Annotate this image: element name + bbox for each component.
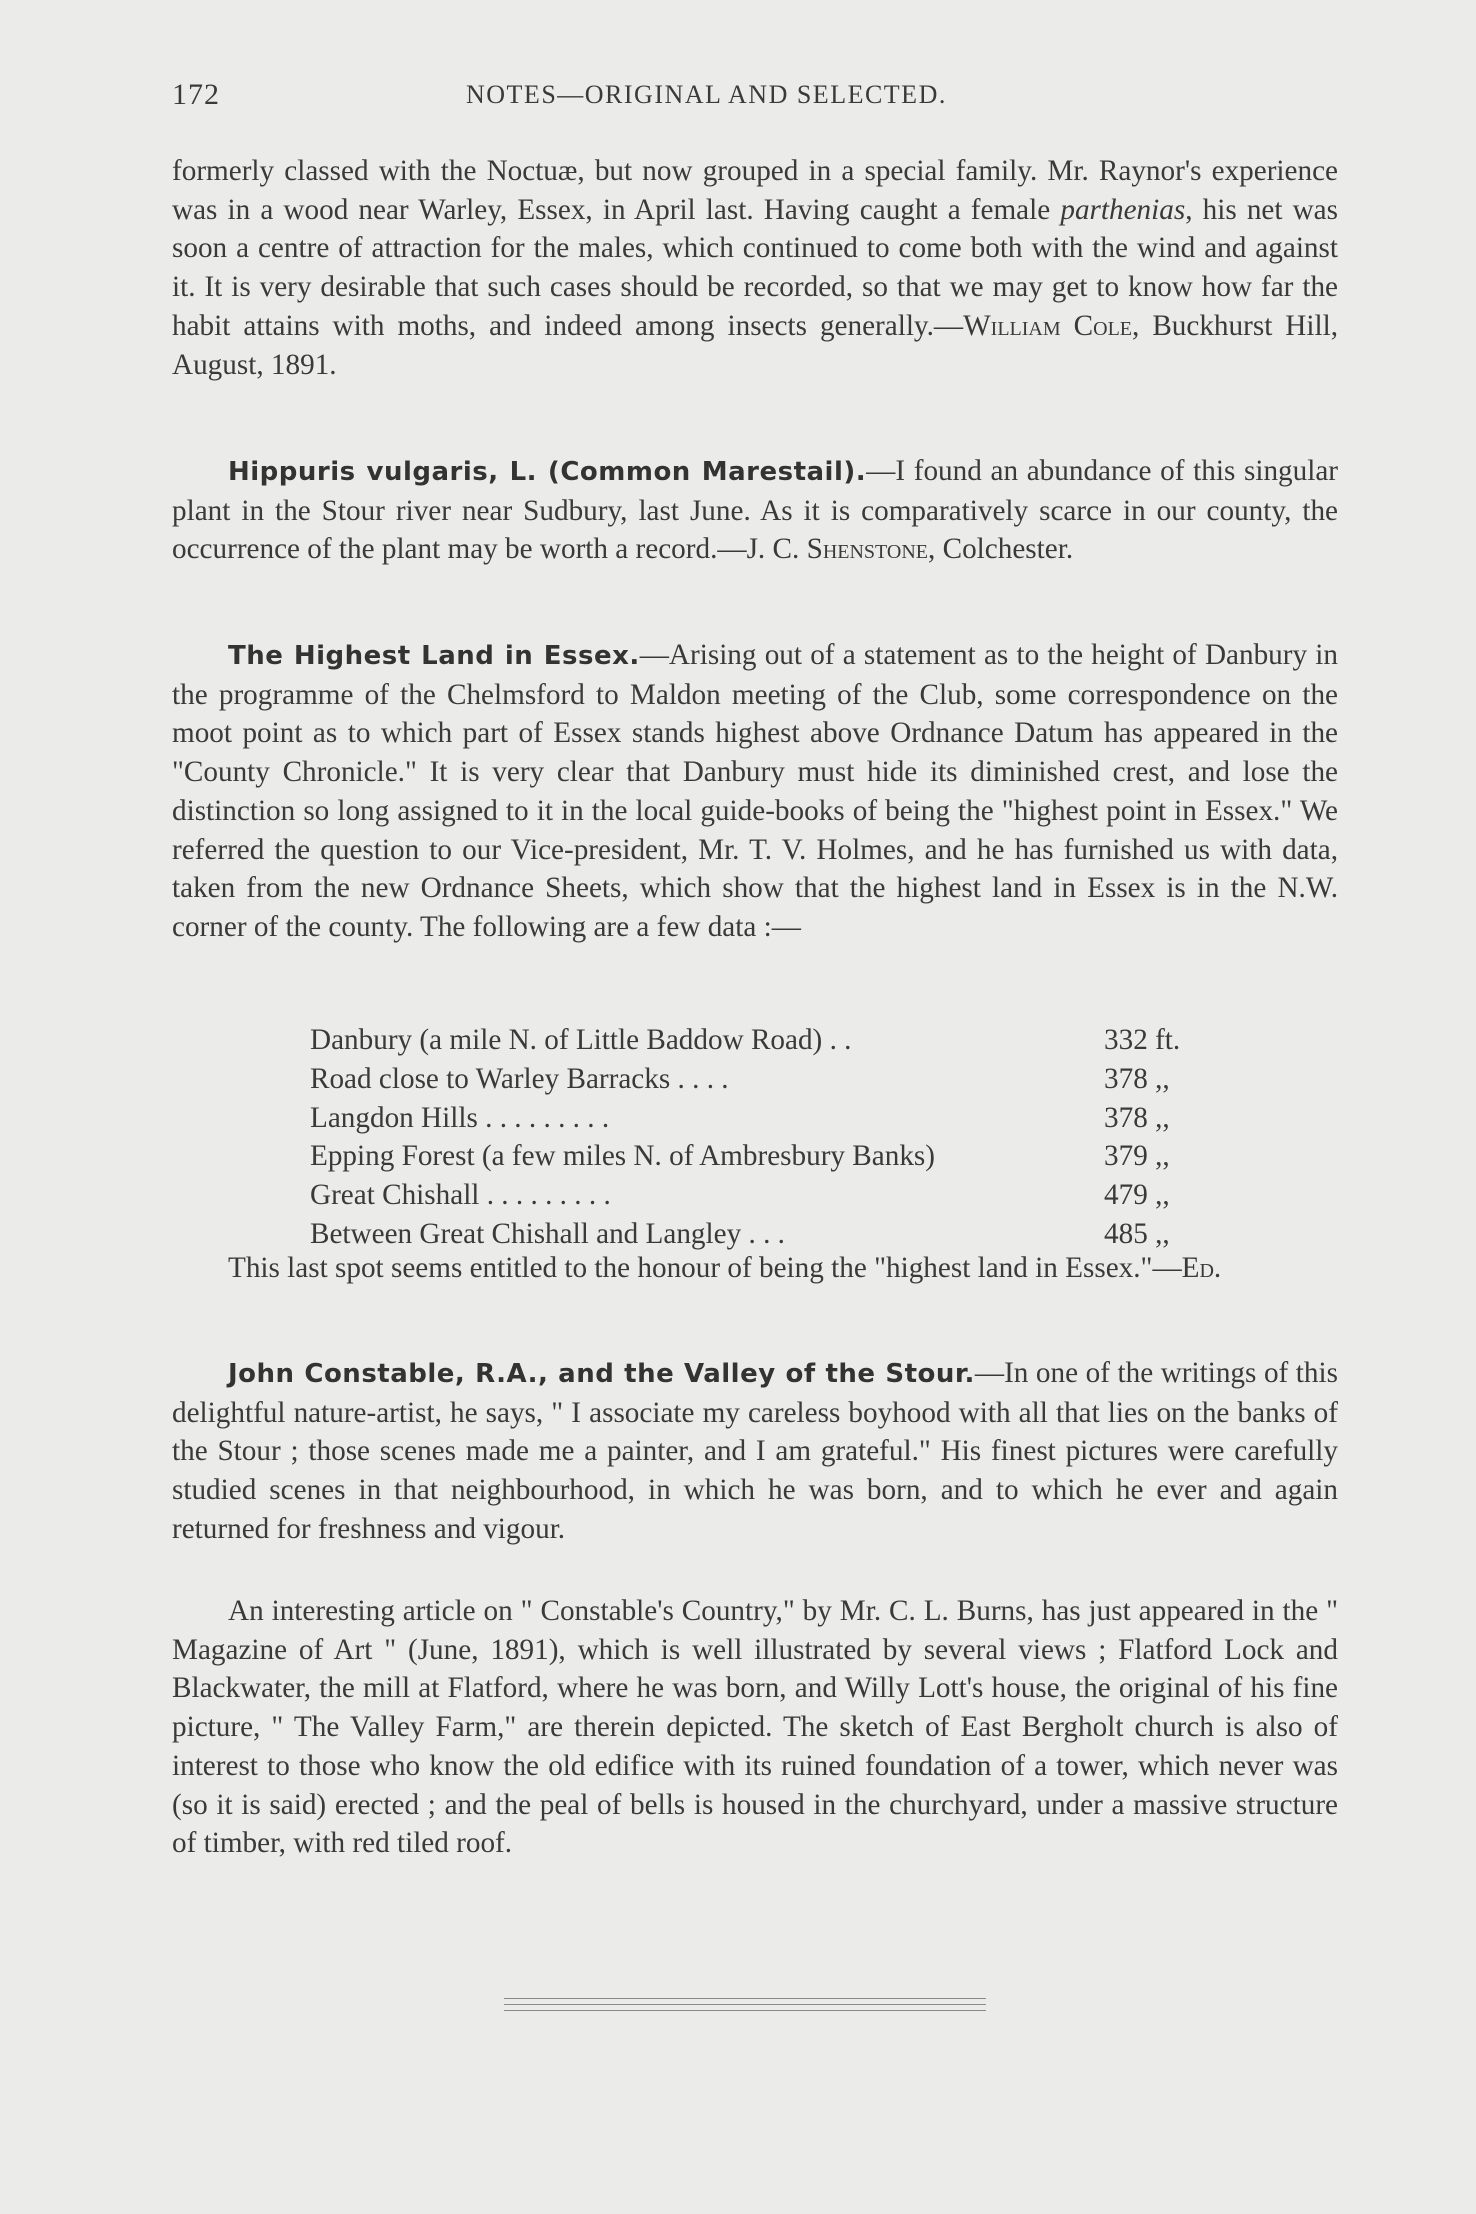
paragraph-constable-article (172, 1592, 1338, 1863)
place-cell: Road close to Warley Barracks . . . . (310, 1062, 729, 1095)
para-text: —In one of the writings of this delightful nature-artist, he says, " I associate my careless boyhood with all that lies on the banks of the Stour ; those scenes made me a painter, and I am grateful." His finest pictures were carefully studied scenes in that neighbourhood, in which he was born, and to which he ever and again returned for freshness and vigour. (172, 1357, 1338, 1545)
para-text: , Buckhurst Hill, August, 1891. (172, 309, 1339, 381)
para-text: formerly classed with the Noctuæ, but now grouped in a special family. Mr. Raynor's experience was in a wood near Warley, Essex, in April last. Having caught a female (172, 155, 1338, 226)
species-name: parthenias (1060, 193, 1186, 226)
para-text: An interesting article on " Constable's Country," by Mr. C. L. Burns, has just appeared in the " Magazine of Art " (June, 1891), which is well illustrated by several views ; Flatford Lock and Blackwater, the mill at Flatford, where he was born, and Willy Lott's house, the original of his fine picture, " The Valley Farm," are therein depicted. The sketch of East Bergholt church is also of interest to those who know the old edifice with its ruined foundation of a tower, which never was (so it is said) erected ; and the peal of bells is housed in the churchyard, under a massive structure of timber, with red tiled roof. (172, 1595, 1338, 1860)
table-row (310, 1215, 1180, 1254)
section-heading: Hippuris vulgaris, L. (Common Marestail). (228, 457, 867, 487)
paragraph-highest-land (172, 636, 1338, 947)
editor-signature: Ed. (1181, 1252, 1222, 1284)
section-heading: The Highest Land in Essex. (228, 641, 640, 671)
paragraph-moths-note (172, 152, 1338, 384)
para-text: This last spot seems entitled to the honour of being the "highest land in Essex."— (228, 1252, 1182, 1284)
table-row (310, 1060, 1180, 1099)
place-cell: Great Chishall . . . . . . . . . (310, 1179, 611, 1212)
author-signature: Shenstone (806, 533, 929, 566)
author-signature: William Cole (963, 309, 1133, 342)
height-cell: 379 ,, (1104, 1140, 1170, 1173)
para-text: —Arising out of a statement as to the height of Danbury in the programme of the Chelmsford to Maldon meeting of the Club, some correspondence on the moot point as to which part of Essex stands highest above Ordnance Datum has appeared in the "County Chronicle." It is very clear that Danbury must hide its diminished crest, and lose the distinction so long assigned to it in the local guide-books of being the "highest point in Essex." We referred the question to our Vice-president, Mr. T. V. Holmes, and he has furnished us with data, taken from the new Ordnance Sheets, which show that the highest land in Essex is in the N.W. corner of the county. The following are a few data :— (172, 639, 1338, 943)
place-cell: Between Great Chishall and Langley . . . (310, 1217, 785, 1250)
page-header (172, 78, 1322, 118)
place-cell: Langdon Hills . . . . . . . . . (310, 1101, 610, 1134)
section-heading: John Constable, R.A., and the Valley of the Stour. (228, 1359, 975, 1389)
place-cell: Danbury (a mile N. of Little Baddow Road) . . (310, 1024, 852, 1056)
height-cell: 485 ,, (1104, 1217, 1170, 1250)
running-title: NOTES—ORIGINAL AND SELECTED. (466, 80, 947, 109)
height-cell: 378 ,, (1104, 1101, 1170, 1134)
paragraph-editor-note (172, 1249, 1338, 1288)
para-text: , Colchester. (928, 533, 1074, 566)
closing-rule (504, 2004, 986, 2005)
para-text: —I found an abundance of this singular plant in the Stour river near Sudbury, last June. As it is comparatively scarce in our county, the occurrence of the plant may be worth a record.—J. C. (172, 455, 1339, 566)
para-text: , his net was soon a centre of attraction for the males, which continued to come both with the wind and against it. It is very desirable that such cases should be recorded, so that we may get to know how far the habit attains with moths, and indeed among insects generally.— (172, 193, 1338, 342)
table-row (310, 1099, 1180, 1138)
page-number: 172 (172, 78, 220, 111)
table-row (310, 1137, 1180, 1176)
paragraph-hippuris (172, 452, 1338, 569)
closing-rule (504, 1998, 986, 1999)
table-row (310, 1021, 1180, 1060)
closing-rule (504, 2010, 986, 2011)
place-cell: Epping Forest (a few miles N. of Ambresbury Banks) (310, 1140, 935, 1173)
table-row (310, 1176, 1180, 1215)
height-cell: 332 ft. (1104, 1024, 1181, 1056)
paragraph-constable (172, 1354, 1338, 1549)
height-cell: 378 ,, (1104, 1062, 1170, 1095)
height-cell: 479 ,, (1104, 1179, 1170, 1212)
heights-table (310, 1021, 1180, 1254)
